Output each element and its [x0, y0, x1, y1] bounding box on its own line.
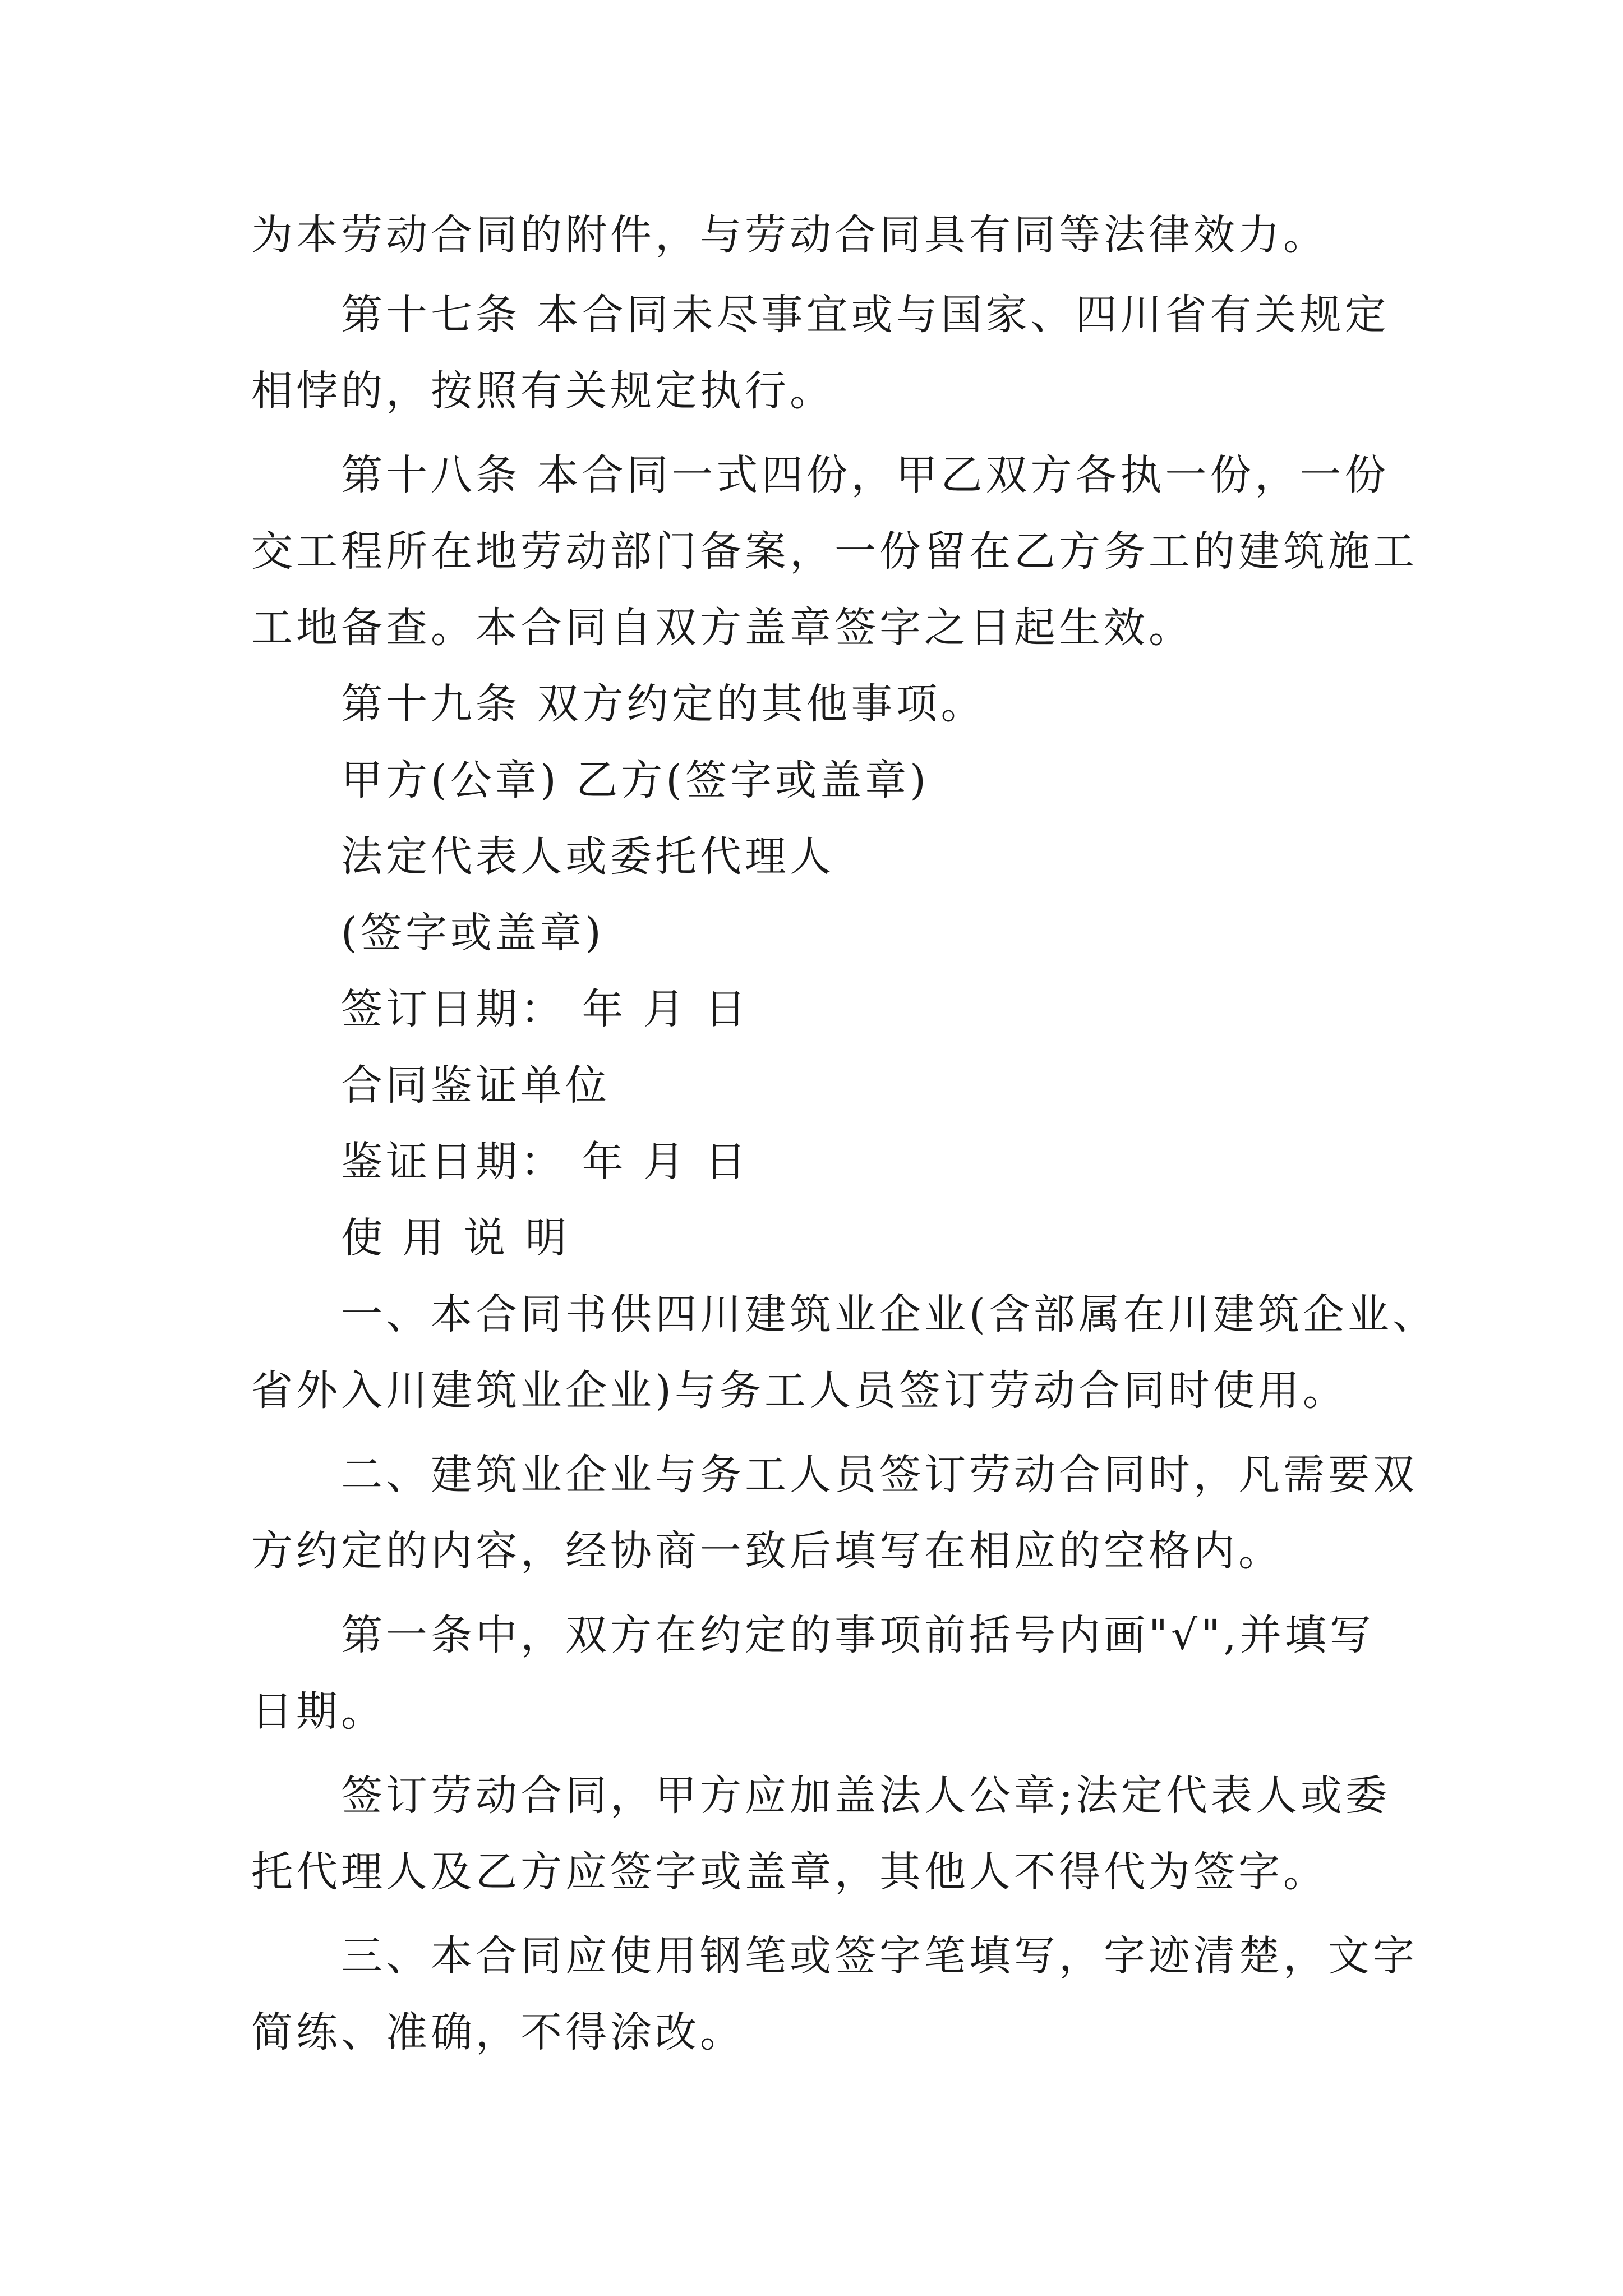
document-body — [251, 209, 1437, 2059]
usage-instructions-heading: 使 用 说 明 — [341, 1214, 570, 1262]
instruction-1-line-2: 省外入川建筑业企业)与务工人员签订劳动合同时使用。 — [251, 1366, 1348, 1415]
article-1-note-line-1: 第一条中，双方在约定的事项前括号内画"√",并填写 — [341, 1611, 1375, 1659]
party-signature-line: 甲方(公章) 乙方(签字或盖章) — [341, 756, 930, 804]
signing-date-line: 签订日期： 年 月 日 — [341, 985, 750, 1033]
article-1-note-line-2: 日期。 — [251, 1687, 386, 1736]
instruction-2-line-2: 方约定的内容，经协商一致后填写在相应的空格内。 — [251, 1527, 1283, 1575]
article-19-line: 第十九条 双方约定的其他事项。 — [341, 680, 986, 728]
text-line: 为本劳动合同的附件，与劳动合同具有同等法律效力。 — [251, 211, 1328, 259]
legal-representative-line: 法定代表人或委托代理人 — [341, 832, 834, 881]
article-18-line-1: 第十八条 本合同一式四份，甲乙双方各执一份，一份 — [341, 451, 1390, 499]
verification-date-line: 鉴证日期： 年 月 日 — [341, 1138, 750, 1186]
article-17-line-1: 第十七条 本合同未尽事宜或与国家、四川省有关规定 — [341, 291, 1390, 339]
article-17-line-2: 相悖的，按照有关规定执行。 — [251, 367, 834, 415]
instruction-3-line-1: 三、本合同应使用钢笔或签字笔填写，字迹清楚，文字 — [341, 1932, 1418, 1980]
article-18-line-2: 交工程所在地劳动部门备案，一份留在乙方务工的建筑施工 — [251, 527, 1418, 576]
instruction-3-line-2: 简练、准确，不得涂改。 — [251, 2008, 745, 2056]
instruction-1-line-1: 一、本合同书供四川建筑业企业(含部属在川建筑企业、 — [341, 1290, 1437, 1338]
signature-or-seal-line: (签字或盖章) — [341, 909, 605, 957]
article-18-line-3: 工地备查。本合同自双方盖章签字之日起生效。 — [251, 604, 1193, 652]
signing-note-line-1: 签订劳动合同，甲方应加盖法人公章;法定代表人或委 — [341, 1772, 1390, 1820]
verification-unit-line: 合同鉴证单位 — [341, 1061, 610, 1110]
instruction-2-line-1: 二、建筑业企业与务工人员签订劳动合同时，凡需要双 — [341, 1451, 1418, 1499]
signing-note-line-2: 托代理人及乙方应签字或盖章，其他人不得代为签字。 — [251, 1848, 1328, 1896]
